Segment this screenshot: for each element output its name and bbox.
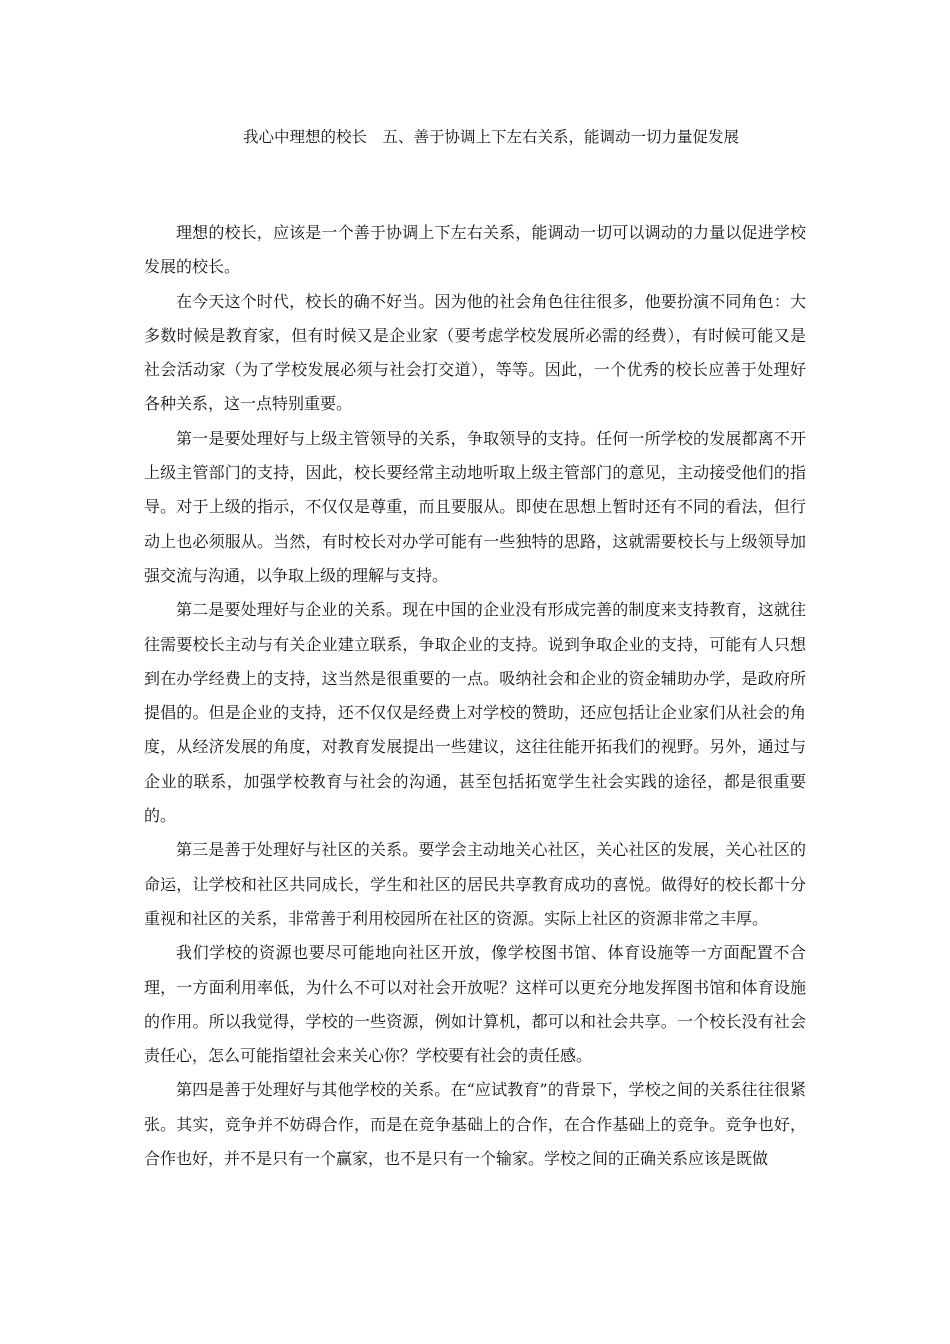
paragraph: 第二是要处理好与企业的关系。现在中国的企业没有形成完善的制度来支持教育，这就往往需要校长主动与有关企业建立联系，争取企业的支持。说到争取企业的支持，可能有人只想到在办学经费上的支持，这当然是很重要的一点。吸纳社会和企业的资金辅助办学，是政府所提倡的。但是企业的支持，还不仅仅是经费上对学校的赞助，还应包括让企业家们从社会的角度，从经济发展的角度，对教育发展提出一些建议，这往往能开拓我们的视野。另外，通过与企业的联系，加强学校教育与社会的沟通，甚至包括拓宽学生社会实践的途径，都是很重要的。 [144,600,806,826]
paragraph: 第三是善于处理好与社区的关系。要学会主动地关心社区，关心社区的发展，关心社区的命运，让学校和社区共同成长，学生和社区的居民共享教育成功的喜悦。做得好的校长都十分重视和社区的关系，非常善于利用校园所在社区的资源。实际上社区的资源非常之丰厚。 [144,840,806,928]
paragraph: 第一是要处理好与上级主管领导的关系，争取领导的支持。任何一所学校的发展都离不开上级主管部门的支持，因此，校长要经常主动地听取上级主管部门的意见，主动接受他们的指导。对于上级的指示，不仅仅是尊重，而且要服从。即使在思想上暂时还有不同的看法，但行动上也必须服从。当然，有时校长对办学可能有一些独特的思路，这就需要校长与上级领导加强交流与沟通，以争取上级的理解与支持。 [144,428,806,585]
paragraph: 在今天这个时代，校长的确不好当。因为他的社会角色往往很多，他要扮演不同角色：大多数时候是教育家，但有时候又是企业家（要考虑学校发展所必需的经费），有时候可能又是社会活动家（为了学校发展必须与社会打交道），等等。因此，一个优秀的校长应善于处理好各种关系，这一点特别重要。 [144,291,806,414]
paragraph: 理想的校长，应该是一个善于协调上下左右关系，能调动一切可以调动的力量以促进学校发展的校长。 [144,223,806,277]
paragraph: 我们学校的资源也要尽可能地向社区开放，像学校图书馆、体育设施等一方面配置不合理，一方面利用率低，为什么不可以对社会开放呢？这样可以更充分地发挥图书馆和体育设施的作用。所以我觉得，学校的一些资源，例如计算机，都可以和社会共享。一个校长没有社会责任心，怎么可能指望社会来关心你？学校要有社会的责任感。 [144,943,806,1066]
document-title: 我心中理想的校长 五、善于协调上下左右关系，能调动一切力量促发展 [242,128,739,146]
paragraph: 第四是善于处理好与其他学校的关系。在“应试教育”的背景下，学校之间的关系往往很紧张。其实，竞争并不妨碍合作，而是在竞争基础上的合作，在合作基础上的竞争。竞争也好，合作也好，并不是只有一个赢家，也不是只有一个输家。学校之间的正确关系应该是既做 [144,1080,806,1169]
document-body [144,216,806,1176]
